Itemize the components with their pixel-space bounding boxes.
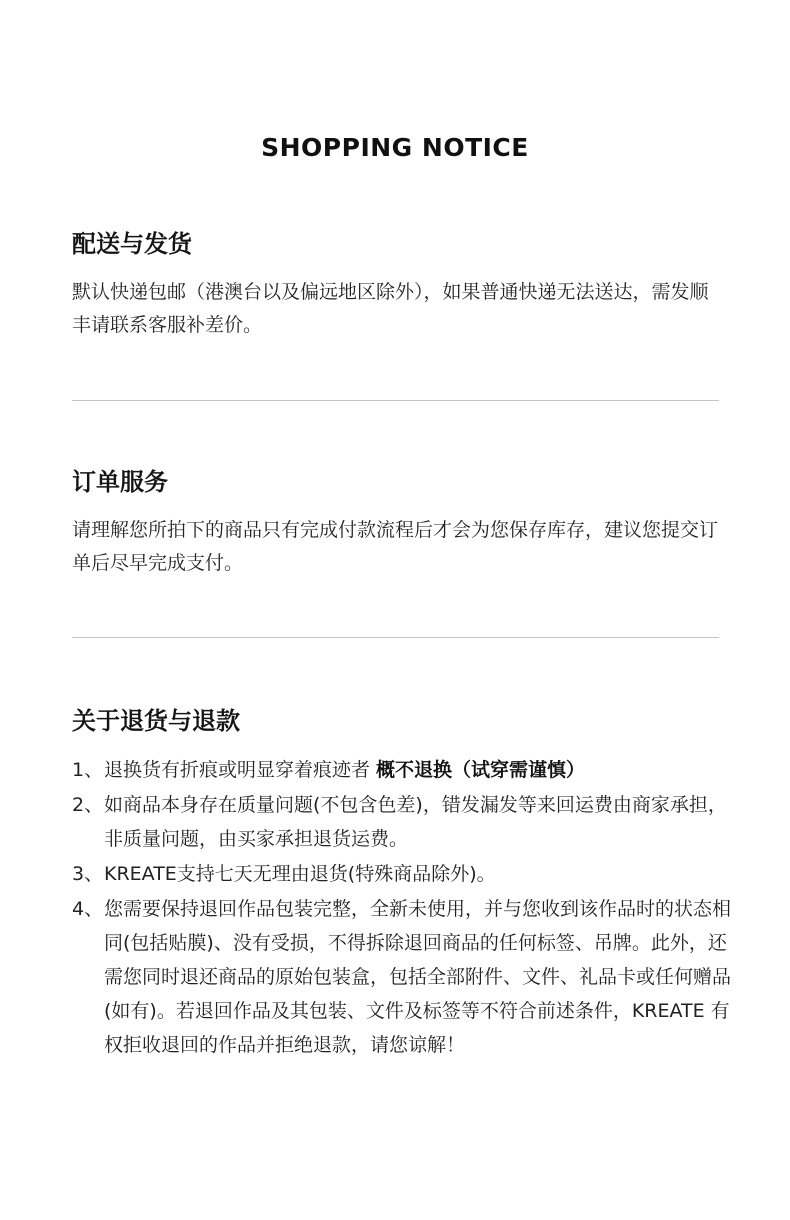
- returns-list: [72, 753, 732, 1063]
- list-item-text: KREATE支持七天无理由退货(特殊商品除外)。: [104, 863, 496, 885]
- order-service-text: 请理解您所拍下的商品只有完成付款流程后才会为您保存库存，建议您提交订单后尽早完成支付。: [72, 519, 719, 574]
- list-item-text: 您需要保持退回作品包装完整，全新未使用，并与您收到该作品时的状态相同(包括贴膜)、没有受损，不得拆除退回商品的任何标签、吊牌。此外，还需您同时退还商品的原始包装盒，包括全部附件、文件、礼品卡或任何赠品(如有)。若退回作品及其包装、文件及标签等不符合前述条件，KREATE 有权拒收退回的作品并拒绝退款，请您谅解！: [104, 898, 732, 1056]
- list-item: [72, 857, 732, 891]
- list-item: [72, 753, 732, 787]
- divider: [72, 400, 719, 401]
- section-heading-returns: 关于退货与退款: [72, 707, 240, 735]
- list-item: [72, 788, 732, 856]
- list-item-body: 退换货有折痕或明显穿着痕迹者: [104, 759, 377, 781]
- list-item-text: [104, 753, 732, 787]
- divider: [72, 637, 719, 638]
- list-item-number: 3、: [72, 863, 104, 885]
- list-item: [72, 892, 732, 1062]
- no-exchange-emphasis: 概不退换（试穿需谨慎）: [376, 759, 586, 781]
- page-title: SHOPPING NOTICE: [261, 133, 529, 162]
- section-heading-shipping: 配送与发货: [72, 230, 192, 258]
- list-item-text: 如商品本身存在质量问题(不包含色差)，错发漏发等来回运费由商家承担，非质量问题，由买家承担退货运费。: [104, 794, 727, 850]
- list-item-number: 2、: [72, 794, 104, 816]
- shipping-text: 默认快递包邮（港澳台以及偏远地区除外），如果普通快递无法送达，需发顺丰请联系客服补差价。: [72, 281, 709, 336]
- list-item-number: 1、: [72, 759, 104, 781]
- list-item-number: 4、: [72, 898, 104, 920]
- section-heading-order-service: 订单服务: [72, 468, 168, 496]
